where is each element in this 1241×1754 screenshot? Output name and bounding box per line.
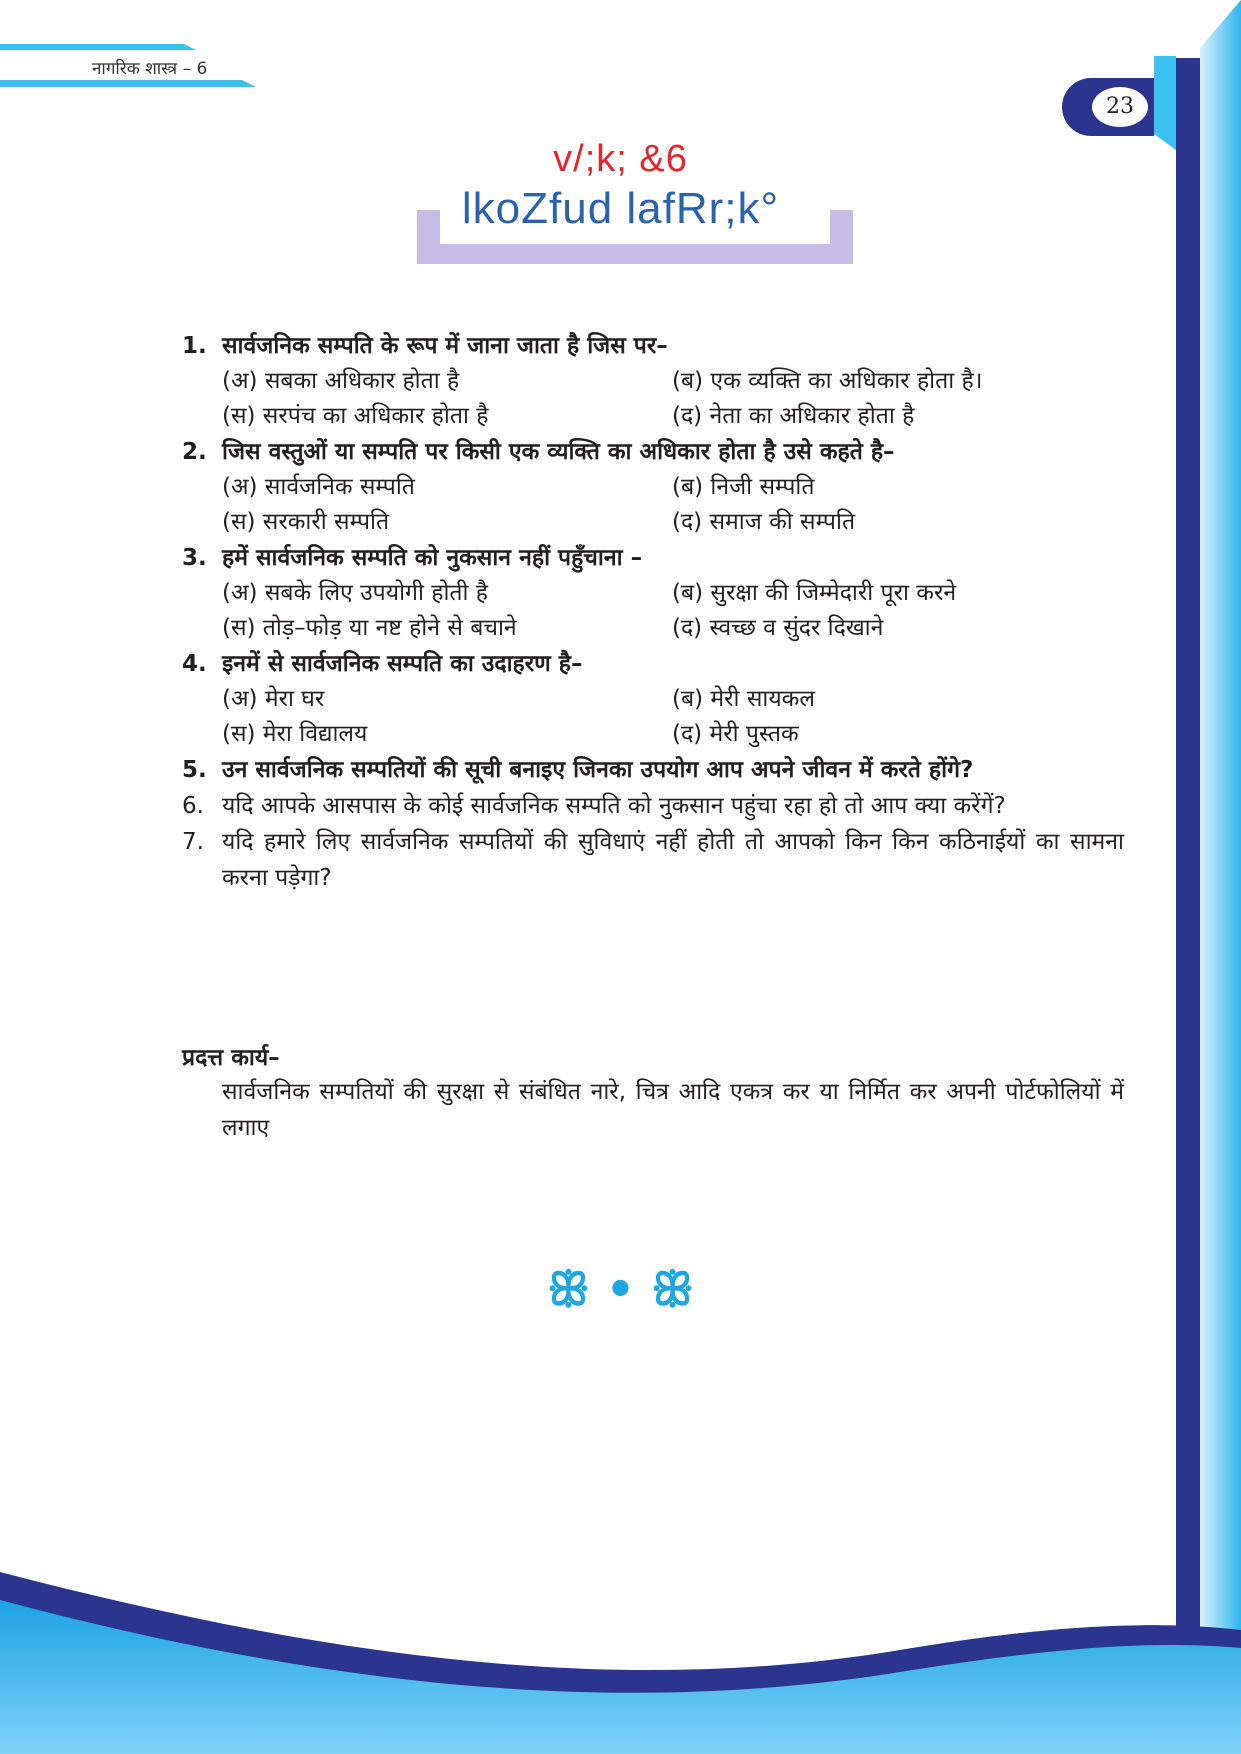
option-b: (ब) एक व्यक्ति का अधिकार होता है।: [672, 368, 983, 394]
question-number: 6.: [182, 793, 204, 819]
question-number: 4.: [182, 651, 207, 677]
question-text: सार्वजनिक सम्पति के रूप में जाना जाता है जिस पर–: [222, 333, 668, 359]
question-7: [182, 824, 1124, 896]
question-text: यदि आपके आसपास के कोई सार्वजनिक सम्पति को नुकसान पहुंचा रहा हो तो आप क्या करेंगें?: [222, 793, 1006, 819]
question-2: [182, 434, 1124, 470]
option-c: (स) सरपंच का अधिकार होता है: [222, 403, 489, 429]
question-text: इनमें से सार्वजनिक सम्पति का उदाहरण है–: [222, 651, 583, 677]
question-4-options: [222, 682, 1124, 752]
assignment-body: सार्वजनिक सम्पतियों की सुरक्षा से संबंधित नारे, चित्र आदि एकत्र कर या निर्मित कर अपनी पोर्टफोलियों में लगाए: [222, 1079, 1124, 1141]
page-number: 23: [1092, 87, 1148, 127]
question-text: यदि हमारे लिए सार्वजनिक सम्पतियों की सुविधाएं नहीं होती तो आपको किन किन कठिनाईयों का सामना करना पड़ेगा?: [222, 829, 1124, 891]
question-number: 3.: [182, 545, 207, 571]
option-c: (स) मेरा विद्यालय: [222, 721, 368, 747]
question-text: हमें सार्वजनिक सम्पति को नुकसान नहीं पहुँचाना –: [222, 545, 643, 571]
question-number: 5.: [182, 757, 207, 783]
right-sidebar-navy: [1176, 58, 1200, 1658]
option-a: (अ) सार्वजनिक सम्पति: [222, 474, 415, 500]
question-number: 7.: [182, 829, 204, 855]
question-number: 1.: [182, 333, 207, 359]
option-b: (ब) निजी सम्पति: [672, 474, 815, 500]
question-text: जिस वस्तुओं या सम्पति पर किसी एक व्यक्ति का अधिकार होता है उसे कहते है–: [222, 439, 895, 465]
option-d: (द) स्वच्छ व सुंदर दिखाने: [672, 615, 884, 641]
assignment-title: प्रदत्त कार्य–: [182, 1045, 280, 1071]
question-5: [182, 752, 1124, 788]
option-a: (अ) सबके लिए उपयोगी होती है: [222, 580, 489, 606]
book-header-label: नागरिक शास्त्र – 6: [92, 59, 208, 79]
option-c: (स) सरकारी सम्पति: [222, 509, 390, 535]
question-6: [182, 788, 1124, 824]
option-b: (ब) मेरी सायकल: [672, 686, 815, 712]
page-tab: [1154, 56, 1176, 150]
option-a: (अ) सबका अधिकार होता है: [222, 368, 460, 394]
option-c: (स) तोड़–फोड़ या नष्ट होने से बचाने: [222, 615, 517, 641]
option-d: (द) समाज की सम्पति: [672, 509, 856, 535]
option-b: (ब) सुरक्षा की जिम्मेदारी पूरा करने: [672, 580, 957, 606]
header-stripe-top: [0, 44, 196, 50]
right-sidebar-gradient: [1200, 0, 1241, 1754]
question-3: [182, 540, 1124, 576]
option-a: (अ) मेरा घर: [222, 686, 325, 712]
question-1-options: [222, 364, 1124, 434]
option-d: (द) मेरी पुस्तक: [672, 721, 799, 747]
question-4: [182, 646, 1124, 682]
question-3-options: [222, 576, 1124, 646]
question-2-options: [222, 470, 1124, 540]
end-ornament: ꕥ • ꕥ: [547, 1262, 694, 1316]
question-number: 2.: [182, 439, 207, 465]
chapter-number: v/;k; &6: [553, 138, 688, 180]
question-1: [182, 328, 1124, 364]
option-d: (द) नेता का अधिकार होता है: [672, 403, 915, 429]
chapter-title: lkoZfud lafRr;k°: [461, 184, 780, 233]
header-stripe-bottom: [0, 80, 256, 87]
question-text: उन सार्वजनिक सम्पतियों की सूची बनाइए जिनका उपयोग आप अपने जीवन में करते होंगे?: [222, 757, 974, 783]
questions-list: [182, 328, 1124, 896]
